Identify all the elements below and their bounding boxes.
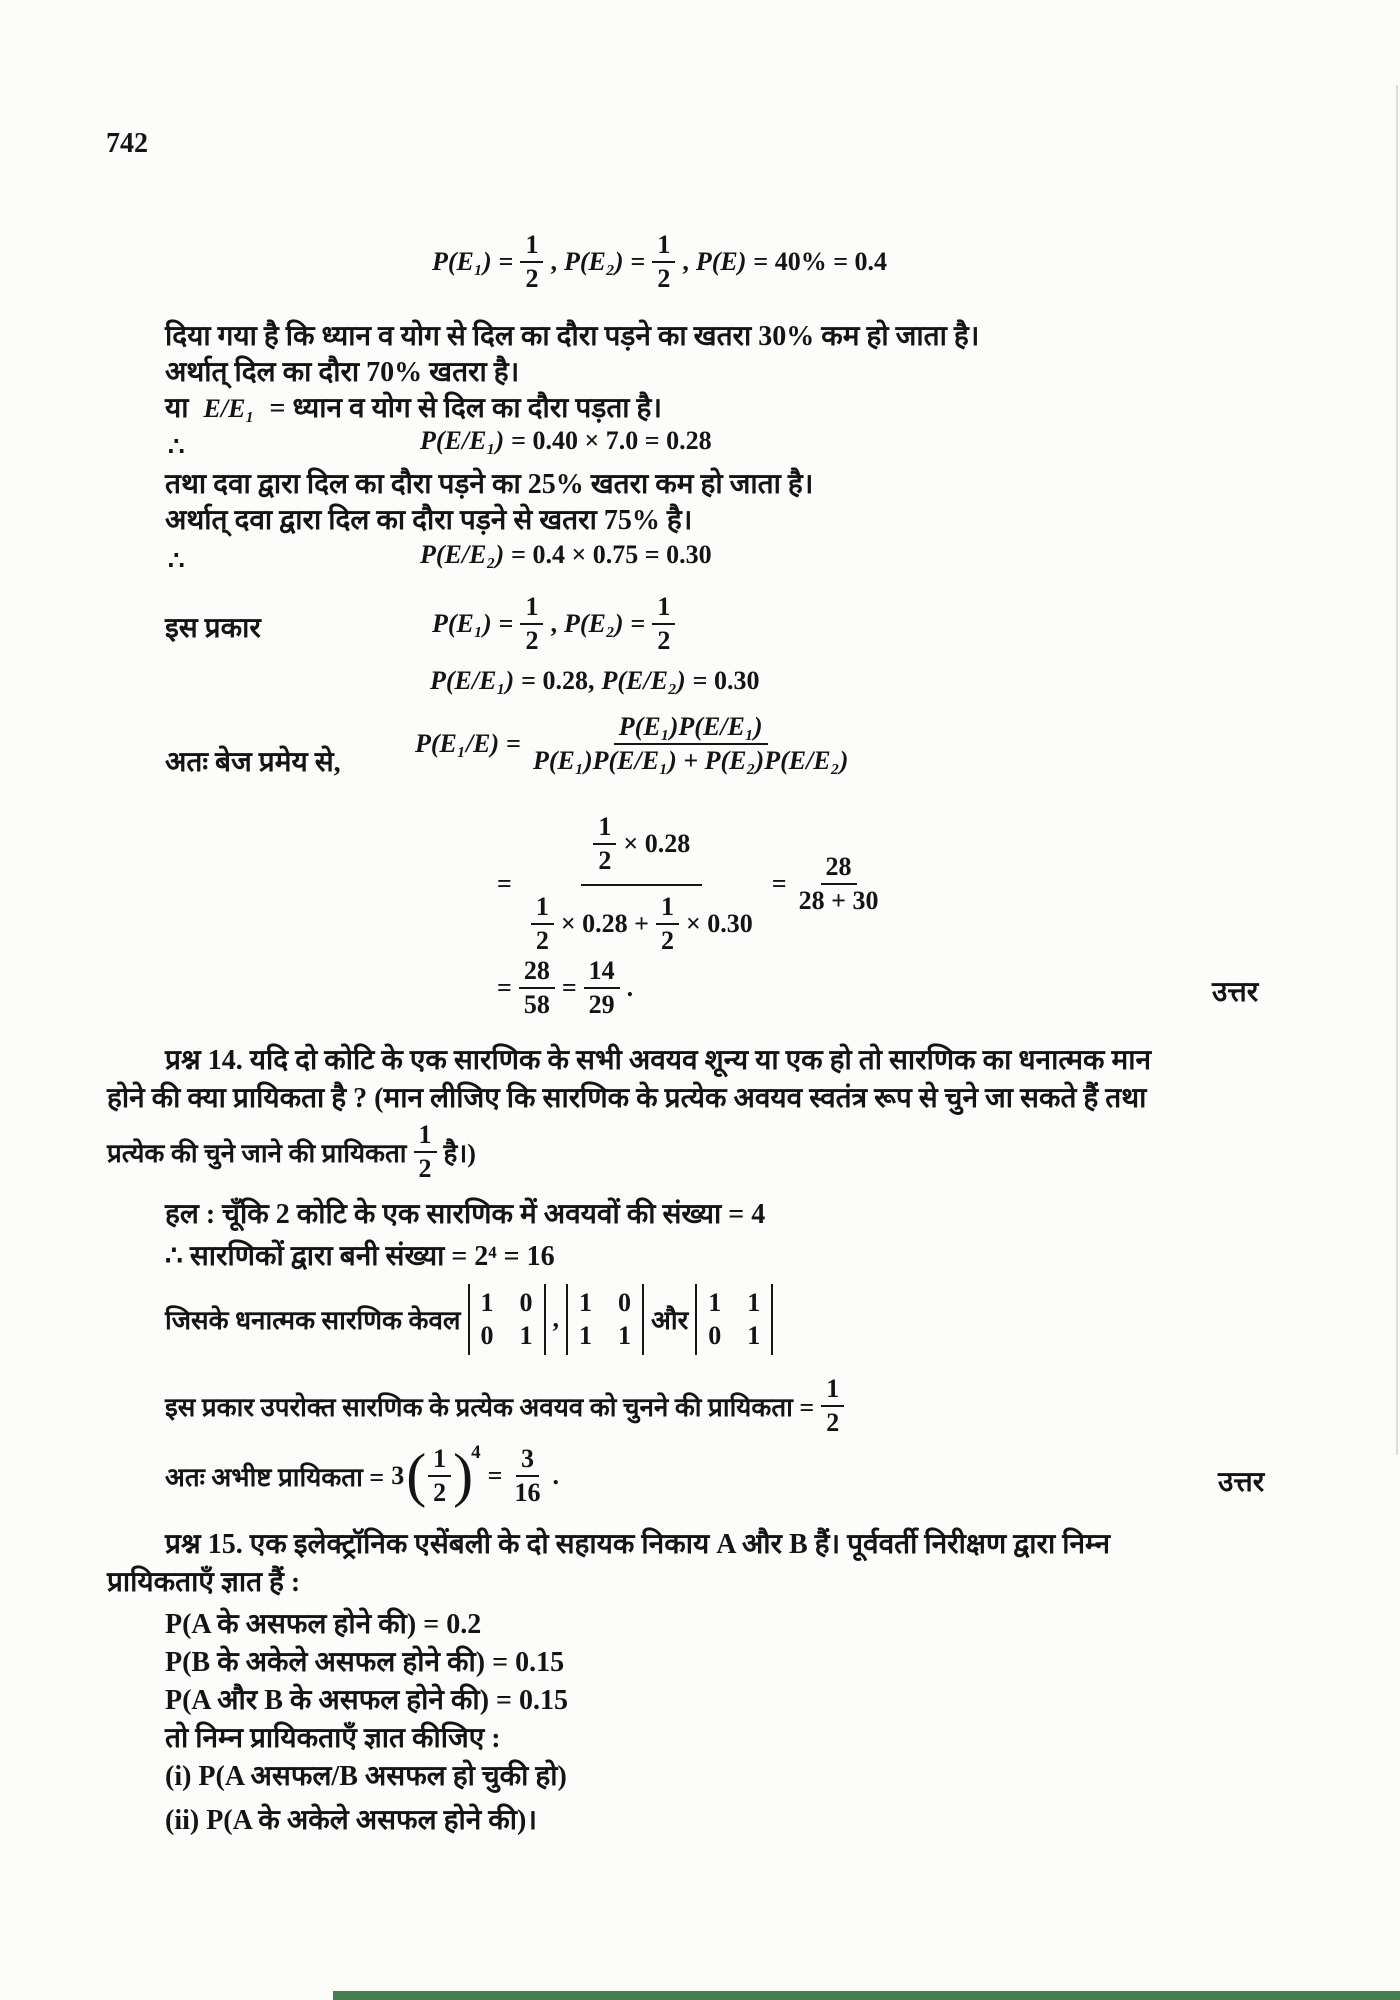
- determinant-identity: [468, 1284, 546, 1355]
- fraction-denominator: 2: [826, 1407, 840, 1437]
- fraction-half: [520, 592, 543, 656]
- fraction-denominator: 2: [433, 1477, 447, 1507]
- fraction-half: [652, 230, 675, 294]
- equals-sign: =: [771, 868, 787, 898]
- part-ii-item: (ii) P(A के अकेले असफल होने की)।: [165, 1805, 537, 1836]
- eq-term-p-e: P(E): [695, 246, 747, 276]
- equals-sign: =: [498, 608, 514, 638]
- fraction-numerator: 1: [821, 1374, 844, 1407]
- solution13-text-line-2: अर्थात् दिल का दौरा 70% खतरा है।: [165, 357, 520, 388]
- fraction-denominator: 28 + 30: [798, 885, 879, 915]
- determinant-lower: [566, 1284, 644, 1355]
- solution13-text-line-4: तथा दवा द्वारा दिल का दौरा पड़ने का 25% खतरा कम हो जाता है।: [165, 469, 814, 500]
- page-number: 742: [106, 128, 148, 159]
- eq-lhs: P(E/E₂): [420, 540, 505, 569]
- det-cell: 0: [618, 1288, 632, 1317]
- given-probability-item: P(A और B के असफल होने की) = 0.15: [165, 1685, 568, 1716]
- fraction-numerator: 1: [520, 230, 543, 263]
- exponent: 4: [471, 1442, 481, 1463]
- fraction-half: [821, 1374, 844, 1438]
- solution13-text-line-5: अर्थात् दवा द्वारा दिल का दौरा पड़ने से खतरा 75% है।: [165, 505, 693, 536]
- fraction-half: [531, 892, 554, 956]
- det-cell: 1: [480, 1288, 494, 1317]
- fraction-numerator: 3: [516, 1444, 539, 1477]
- fraction-half: [520, 230, 543, 294]
- text-or: या: [165, 393, 189, 424]
- question14-line-2: होने की क्या प्रायिकता है ? (मान लीजिए कि सारणिक के प्रत्येक अवयव स्वतंत्र रूप से चुने जा सकते हैं तथा: [107, 1083, 1147, 1114]
- determinants-label: जिसके धनात्मक सारणिक केवल: [165, 1306, 461, 1336]
- given-probability-item: P(B के अकेले असफल होने की) = 0.15: [165, 1647, 565, 1678]
- eq-term-e-over-e1: E/E₁: [203, 394, 255, 423]
- equals-sign: =: [561, 972, 577, 1002]
- period: .: [626, 972, 634, 1002]
- fraction-numerator: 28: [821, 852, 857, 885]
- scan-edge-line: [1396, 85, 1398, 1455]
- conditional-values-equation: [430, 666, 760, 696]
- fraction-denominator: 2: [657, 625, 671, 655]
- fraction-denominator: 58: [523, 989, 550, 1019]
- question14-line-3: [107, 1120, 476, 1184]
- eq-rhs: = 0.30: [692, 666, 760, 695]
- comma: ,: [682, 246, 689, 276]
- fraction-half: [428, 1444, 451, 1508]
- times-value: × 0.28: [623, 828, 691, 858]
- equation-p-e-e2: [420, 540, 712, 570]
- equals-sign: =: [487, 1460, 503, 1490]
- outer-numerator: [581, 810, 702, 886]
- answer-label: उत्तर: [1218, 1467, 1265, 1498]
- det-cell: 1: [579, 1321, 593, 1351]
- required-probability-line: [165, 1444, 559, 1508]
- final-simplification-equation: [497, 956, 633, 1020]
- fraction-numerator: 1: [520, 592, 543, 625]
- bottom-green-strip: [333, 1991, 1400, 2000]
- det-cell: 1: [519, 1321, 533, 1351]
- given-probabilities-equation: [432, 230, 887, 294]
- fraction-14-29: [584, 956, 620, 1020]
- element-probability-line: [165, 1374, 844, 1438]
- coefficient: 3: [391, 1460, 405, 1490]
- right-paren: ): [453, 1442, 474, 1509]
- fraction-denominator: 2: [525, 263, 539, 293]
- fraction-denominator: 16: [514, 1477, 541, 1507]
- det-cell: 1: [708, 1288, 722, 1317]
- bayes-equation: [415, 712, 853, 776]
- find-probabilities-label: तो निम्न प्रायिकताएँ ज्ञात कीजिए :: [165, 1723, 501, 1754]
- fraction-numerator: 1: [414, 1120, 437, 1153]
- times-value: × 0.28 +: [560, 908, 649, 938]
- determinant-upper: [695, 1284, 773, 1355]
- question14-line-3-text: प्रत्येक की चुने जाने की प्रायिकता: [107, 1138, 407, 1168]
- solution13-text-line-1: दिया गया है कि ध्यान व योग से दिल का दौरा पड़ने का खतरा 30% कम हो जाता है।: [165, 321, 980, 352]
- fraction-numerator: P(E₁)P(E/E₁): [614, 712, 768, 745]
- fraction-28-58: [519, 956, 555, 1020]
- det-cell: 0: [480, 1321, 494, 1351]
- times-value: × 0.30: [685, 908, 753, 938]
- fraction-denominator: 2: [598, 845, 612, 875]
- equals-sign: =: [506, 728, 521, 758]
- eq-rhs: = 0.40 × 7.0 = 0.28: [511, 426, 712, 455]
- eq-lhs: P(E/E₁): [430, 666, 515, 695]
- power-expression: [391, 1444, 480, 1508]
- required-probability-label: अतः अभीष्ट प्रायिकता =: [165, 1462, 385, 1492]
- eq-term-p-e2: P(E₂): [563, 246, 624, 276]
- element-probability-text: इस प्रकार उपरोक्त सारणिक के प्रत्येक अवयव को चुनने की प्रायिकता =: [165, 1392, 815, 1422]
- priors-equation: [432, 592, 675, 656]
- fraction-denominator: 2: [525, 625, 539, 655]
- outer-fraction: [519, 810, 765, 958]
- det-cell: 1: [747, 1288, 761, 1317]
- eq-lhs: P(E₁/E): [415, 728, 500, 758]
- solution14-step-2: ∴ सारणिकों द्वारा बनी संख्या = 2⁴ = 16: [165, 1241, 555, 1272]
- fraction-denominator: P(E₁)P(E/E₁) + P(E₂)P(E/E₂): [533, 745, 849, 775]
- det-cell: 1: [579, 1288, 593, 1317]
- text-rest: = ध्यान व योग से दिल का दौरा पड़ता है।: [269, 393, 663, 424]
- equation-p-e-e1: [420, 426, 712, 456]
- fraction-denominator: 2: [418, 1153, 432, 1183]
- period: .: [552, 1460, 559, 1490]
- question14-line-1: प्रश्न 14. यदि दो कोटि के एक सारणिक के सभी अवयव शून्य या एक हो तो सारणिक का धनात्मक मान: [165, 1045, 1151, 1076]
- equals-sign: =: [497, 972, 512, 1002]
- question15-line-1: प्रश्न 15. एक इलेक्ट्रॉनिक एसेंबली के दो सहायक निकाय A और B हैं। पूर्ववर्ती निरीक्षण द्वारा निम्न: [165, 1529, 1111, 1560]
- thus-label: इस प्रकार: [165, 613, 261, 644]
- det-cell: 1: [618, 1321, 632, 1351]
- eq-value: = 40% = 0.4: [753, 246, 888, 276]
- part-i-item: (i) P(A असफल/B असफल हो चुकी हो): [165, 1761, 567, 1792]
- bayes-fraction: [528, 712, 853, 776]
- therefore-symbol: ∴: [168, 432, 185, 461]
- eq-rhs: = 0.4 × 0.75 = 0.30: [511, 540, 712, 569]
- therefore-symbol: ∴: [168, 546, 185, 575]
- fraction-denominator: 29: [588, 989, 615, 1019]
- eq-term-p-e2: P(E₂): [563, 608, 624, 638]
- equals-sign: =: [630, 608, 646, 638]
- fraction-denominator: 2: [657, 263, 671, 293]
- fraction-half: [593, 812, 616, 876]
- result-fraction: [509, 1444, 545, 1508]
- eq-mid: = 0.28,: [521, 666, 595, 695]
- fraction-numerator: 1: [656, 892, 679, 925]
- question15-line-2: प्रायिकताएँ ज्ञात हैं :: [107, 1567, 301, 1598]
- outer-denominator: [519, 886, 765, 958]
- equals-sign: =: [497, 868, 512, 898]
- det-cell: 0: [519, 1288, 533, 1317]
- conjunction-and: और: [651, 1306, 689, 1336]
- solution13-text-line-3: [165, 388, 662, 426]
- det-cell: 0: [708, 1321, 722, 1351]
- eq-lhs: P(E/E₁): [420, 426, 505, 455]
- solution14-step-1: हल : चूँकि 2 कोटि के एक सारणिक में अवयवों की संख्या = 4: [165, 1199, 766, 1230]
- eq-term-p-e1: P(E₁): [432, 608, 492, 638]
- comma: ,: [552, 1304, 560, 1334]
- fraction-half: [652, 592, 675, 656]
- fraction-numerator: 1: [652, 230, 675, 263]
- fraction-numerator: 28: [519, 956, 555, 989]
- eq-lhs2: P(E/E₂): [601, 666, 686, 695]
- fraction-numerator: 1: [428, 1444, 451, 1477]
- fraction-half: [414, 1120, 437, 1184]
- result-fraction: [794, 852, 884, 916]
- det-cell: 1: [747, 1321, 761, 1351]
- fraction-numerator: 1: [531, 892, 554, 925]
- eq-term-p-e1: P(E₁): [432, 246, 492, 276]
- determinants-line: [165, 1284, 773, 1355]
- bayes-label: अतः बेज प्रमेय से,: [165, 747, 341, 778]
- fraction-numerator: 1: [593, 812, 616, 845]
- equals-sign: =: [630, 246, 646, 276]
- fraction-numerator: 1: [652, 592, 675, 625]
- fraction-numerator: 14: [584, 956, 620, 989]
- left-paren: (: [406, 1442, 427, 1509]
- comma: ,: [550, 246, 557, 276]
- fraction-half: [656, 892, 679, 956]
- answer-label: उत्तर: [1212, 977, 1259, 1008]
- given-probability-item: P(A के असफल होने की) = 0.2: [165, 1609, 482, 1640]
- fraction-denominator: 2: [535, 925, 549, 955]
- comma: ,: [550, 608, 557, 638]
- numeric-substitution-equation: [497, 810, 883, 958]
- fraction-denominator: 2: [660, 925, 674, 955]
- equals-sign: =: [498, 246, 514, 276]
- question14-line-3-end: है।): [443, 1138, 476, 1168]
